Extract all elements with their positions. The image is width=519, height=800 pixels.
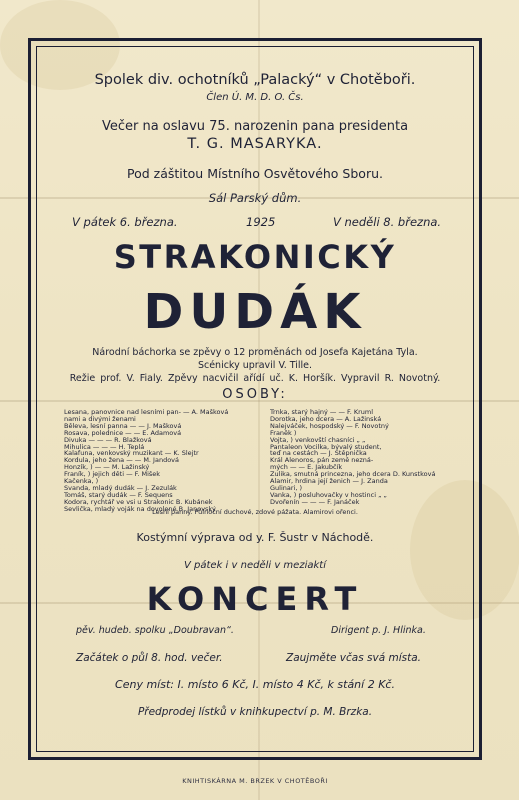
cast-entry: Divuka — — — R. Blažková — [64, 436, 152, 444]
date-friday: V pátek 6. března. — [72, 215, 178, 229]
ticket-prices: Ceny míst: I. místo 6 Kč, I. místo 4 Kč, k stání 2 Kč. — [115, 678, 395, 691]
cast-entry: Ševlička, mladý voják na dovolené B. Janovský — [64, 505, 216, 513]
cast-entry: Dvořenín — — — F. Janáček — [270, 498, 360, 506]
cast-entry: Dorotka, jeho dcera — A. Lažinská — [270, 415, 382, 423]
concert-title: KONCERT — [146, 580, 364, 618]
cast-heading: OSOBY: — [222, 387, 288, 402]
membership-line: Člen Ú. M. D. O. Čs. — [206, 92, 304, 103]
celebration-line: Večer na oslavu 75. narozenin pana presidenta — [101, 119, 409, 134]
cast-entry: Kordula, jeho žena — — M. Jandová — [64, 457, 180, 465]
cast-entry: nami a divými ženami — [64, 415, 136, 423]
cast-list-right — [270, 409, 438, 506]
society-name: Spolek div. ochotníků „Palacký“ v Chotěboři. — [94, 72, 416, 88]
cast-entry: Vanka, ) posluhovačky v hostinci „ „ — [270, 491, 387, 499]
cast-entry: Vojta, ) venkovští chasníci „ „ — [270, 436, 366, 444]
cast-entry: Franěk ) — [270, 429, 297, 437]
cast-entry: Mihulica — — — H. Teplá — [64, 443, 145, 451]
cast-entry: Kalafuna, venkovský muzikant — K. Šlejtr — [64, 450, 199, 458]
patronage-line: Pod záštitou Místního Osvětového Sboru. — [127, 166, 383, 181]
start-time: Začátek o půl 8. hod. večer. — [76, 652, 223, 664]
cast-entry: Nalejváček, hospodský — F. Novotný — [270, 422, 389, 430]
president-name: T. G. MASARYKA. — [187, 136, 323, 152]
seating-note: Zaujměte včas svá místa. — [286, 652, 421, 664]
production-credits: Režie prof. V. Fialy. Zpěvy nacvičil ařídí uč. K. Horšík. Vypravil R. Novotný. — [69, 373, 441, 384]
interlude-note: V pátek i v neděli v meziaktí — [184, 560, 326, 571]
cast-entry: Gulinari, ) — [270, 484, 303, 492]
play-subtitle: Národní báchorka se zpěvy o 12 proměnách od Josefa Kajetána Tyla. — [92, 347, 418, 358]
costume-credit: Kostýmní výprava od y. F. Šustr v Náchodě. — [136, 531, 374, 544]
scenic-adaptation: Scénicky upravil V. Tille. — [197, 360, 313, 371]
cast-entry: Běleva, lesní panna — — J. Mašková — [64, 422, 182, 430]
cast-entry: Tomáš, starý dudák — F. Sequens — [64, 491, 173, 499]
conductor-name: Dirigent p. J. Hlinka. — [331, 625, 426, 636]
cast-entry: Rosava, polednice — — E. Adamová — [64, 429, 182, 437]
year: 1925 — [246, 215, 276, 229]
cast-entry: Lesana, panovnice nad lesními pan- — A. Mašková — [64, 409, 229, 416]
play-title-line2: DUDÁK — [143, 284, 367, 340]
cast-entry: Kodora, rychtář ve vsi u Strakonic B. Kubánek — [64, 498, 213, 506]
printer-imprint: KNIHTISKÁRNA M. BRZEK V CHOTĚBOŘI — [182, 777, 328, 785]
cast-list-left — [64, 409, 268, 513]
play-title-line1: STRAKONICKÝ — [113, 238, 397, 276]
date-sunday: V neděli 8. března. — [333, 215, 442, 229]
cast-entry: Pantaleon Vocilka, bývalý student, — [270, 443, 382, 451]
choir-name: pěv. hudeb. spolku „Doubravan“. — [76, 625, 234, 636]
cast-entry: teď na cestách — J. Štěpnička — [270, 450, 367, 458]
cast-entry: Zulika, smutná princezna, jeho dcera D. Kunstková — [270, 471, 436, 479]
cast-entry: Alamir, hrdina její ženich — J. Zanda — [270, 478, 388, 485]
cast-entry: Honzík, ) — — M. Lažinský — [64, 464, 150, 472]
cast-entry: Král Alenoros, pán země nezná- — [270, 457, 374, 465]
venue-line: Sál Parský dům. — [208, 191, 302, 205]
cast-entry: Trnka, starý hajný — — F. Kruml — [270, 409, 374, 416]
ensemble-line: Lesní panny. Půlnoční duchové, zdové pážata. Alamirovi ořenci. — [152, 508, 358, 516]
presale-note: Předprodej lístků v knihkupectví p. M. Brzka. — [137, 706, 373, 718]
cast-entry: mých — — E. Jakubčík — [270, 464, 343, 472]
cast-entry: Švanda, mladý dudák — J. Zezulák — [64, 484, 177, 492]
cast-entry: Kačenka, ) — [64, 478, 99, 485]
cast-entry: Franík, ) jejich děti — F. Mišek — [64, 471, 161, 479]
